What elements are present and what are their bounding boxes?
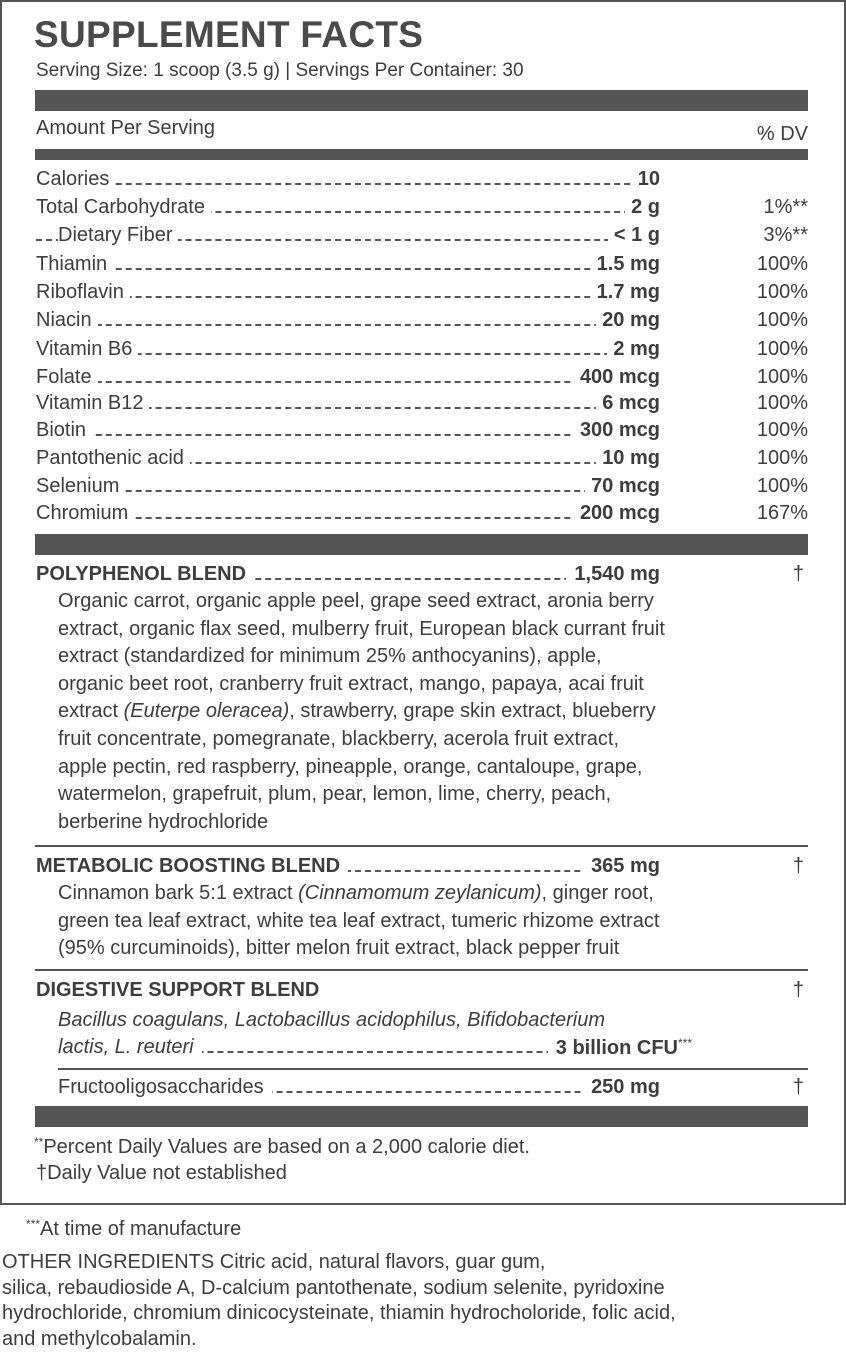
nutrient-amount: 6 mcg: [596, 392, 660, 415]
nutrient-amount: 2 mg: [607, 338, 660, 361]
nutrient-name: Calories: [36, 168, 115, 191]
divider-line: [58, 1068, 808, 1070]
ingredient-line: extract (standardized for minimum 25% anthocyanins), apple,: [58, 645, 602, 668]
divider-bar: [35, 90, 808, 111]
dagger-mark: †: [792, 1076, 804, 1098]
ingredient-line: apple pectin, red raspberry, pineapple, orange, cantaloupe, grape,: [58, 755, 643, 778]
digestive-ingredients-line: Bacillus coagulans, Lactobacillus acidophilus, Bifidobacterium: [58, 1009, 605, 1031]
dotted-leader: [36, 490, 660, 492]
dv-header-label: % DV: [756, 123, 808, 145]
nutrient-dv: 100%: [756, 366, 808, 388]
nutrient-row: [36, 224, 808, 251]
ingredient-text: Cinnamon bark 5:1 extract: [58, 882, 293, 904]
panel-title: SUPPLEMENT FACTS: [34, 14, 424, 55]
nutrient-dv: 100%: [756, 338, 808, 360]
nutrient-dv: 1%**: [763, 196, 808, 218]
nutrient-row: [36, 447, 808, 474]
nutrient-amount: 300 mcg: [574, 419, 660, 442]
nutrient-amount: 1.7 mg: [591, 281, 660, 304]
footnote-dv: [34, 1135, 530, 1159]
nutrient-name: Vitamin B6: [36, 338, 138, 361]
divider-bar: [35, 1106, 808, 1127]
nutrient-amount: 2 g: [625, 196, 660, 219]
serving-info: Serving Size: 1 scoop (3.5 g) | Servings Per Container: 30: [36, 60, 524, 81]
nutrient-row: [36, 419, 808, 446]
ingredient-line: watermelon, grapefruit, plum, pear, lemon, lime, cherry, peach,: [58, 783, 612, 806]
ingredient-line: fruit concentrate, pomegranate, blackberry, acerola fruit extract,: [58, 727, 620, 750]
ingredient-line: Organic carrot, organic apple peel, grape seed extract, aronia berry: [58, 590, 654, 612]
nutrient-dv: 100%: [756, 309, 808, 331]
footnote-mark: ***: [26, 1217, 41, 1231]
nutrient-dv: 3%**: [763, 224, 808, 246]
nutrient-dv: 100%: [756, 281, 808, 303]
ingredient-text: , ginger root,: [541, 882, 654, 904]
nutrient-amount: 200 mcg: [574, 502, 660, 525]
nutrient-name: Chromium: [36, 502, 134, 525]
other-ingredients-line: and methylcobalamin.: [2, 1327, 197, 1350]
ingredient-line: extract, organic flax seed, mulberry fruit, European black currant fruit: [58, 617, 665, 640]
ingredient-line: organic beet root, cranberry fruit extract, mango, papaya, acai fruit: [58, 672, 644, 695]
divider-line: [35, 845, 808, 847]
ingredient-line: green tea leaf extract, white tea leaf extract, tumeric rhizome extract: [58, 909, 660, 932]
digestive-strains: lactis, L. reuteri: [58, 1036, 202, 1059]
digestive-amount-row: [58, 1036, 692, 1063]
dotted-leader: [36, 434, 660, 436]
footnote-mark: ***: [677, 1036, 692, 1050]
nutrient-row: [36, 253, 808, 280]
blend-name: METABOLIC BOOSTING BLEND: [36, 855, 348, 878]
footnote-text: Percent Daily Values are based on a 2,000 calorie diet.: [43, 1136, 530, 1158]
amount-per-serving-label: Amount Per Serving: [36, 117, 215, 139]
footnote-mark: †: [36, 1162, 48, 1184]
nutrient-row: [36, 309, 808, 336]
metabolic-ingredients: [58, 880, 818, 963]
nutrient-dv: 100%: [756, 475, 808, 497]
blend-amount: 365 mg: [583, 855, 660, 878]
nutrient-dv: 100%: [756, 253, 808, 275]
dotted-leader: [36, 268, 660, 270]
ingredient-latin-name: (Euterpe oleracea): [123, 700, 290, 723]
nutrient-amount: 10 mg: [596, 447, 660, 470]
polyphenol-blend-row: [36, 563, 808, 590]
nutrient-amount: 400 mcg: [574, 366, 660, 389]
nutrient-amount: 20 mg: [596, 309, 660, 332]
ingredient-line: [58, 880, 818, 908]
nutrient-row: [36, 392, 808, 419]
other-ingredients: [2, 1250, 676, 1352]
nutrient-name: Dietary Fiber: [58, 224, 178, 247]
nutrient-name: Selenium: [36, 475, 125, 498]
nutrient-amount: 70 mcg: [585, 475, 660, 498]
footnote-text: Daily Value not established: [47, 1162, 287, 1184]
footnote-text: At time of manufacture: [40, 1218, 242, 1240]
nutrient-dv: 100%: [756, 392, 808, 414]
blend-name: DIGESTIVE SUPPORT BLEND: [36, 979, 327, 1002]
other-ingredients-line: hydrochloride, chromium dinicocysteinate, thiamin hydrocholoride, folic acid,: [2, 1302, 676, 1324]
other-ingredients-line: OTHER INGREDIENTS Citric acid, natural flavors, guar gum,: [2, 1251, 546, 1273]
nutrient-name: Riboflavin: [36, 281, 130, 304]
blend-name: POLYPHENOL BLEND: [36, 563, 254, 586]
footnote-dagger: [36, 1162, 287, 1185]
nutrient-name: Thiamin: [36, 253, 113, 276]
dotted-leader: [36, 324, 660, 326]
footnote-manufacture: [26, 1217, 241, 1241]
nutrient-amount: 1.5 mg: [591, 253, 660, 276]
divider-bar: [35, 534, 808, 555]
ingredient-line: (95% curcuminoids), bitter melon fruit extract, black pepper fruit: [58, 937, 620, 960]
cfu-amount: 3 billion CFU: [555, 1037, 678, 1059]
blend-amount: 1,540 mg: [566, 563, 660, 586]
nutrient-row: [36, 338, 808, 365]
nutrient-name: Folate: [36, 366, 98, 389]
nutrient-row: [36, 502, 808, 529]
digestive-blend-row: [36, 979, 808, 1006]
nutrient-amount: 10: [632, 168, 660, 191]
fos-amount: 250 mg: [583, 1076, 660, 1099]
dagger-mark: †: [792, 855, 804, 877]
nutrient-dv: 100%: [756, 419, 808, 441]
fos-name: Fructooligosaccharides: [58, 1076, 272, 1099]
nutrient-row: [36, 281, 808, 308]
ingredient-line: berberine hydrochloride: [58, 810, 269, 833]
polyphenol-ingredients: [58, 588, 818, 836]
nutrient-amount: < 1 g: [608, 224, 660, 247]
nutrient-name: Biotin: [36, 419, 92, 442]
ingredient-text: , strawberry, grape skin extract, blueberry: [289, 700, 656, 723]
dagger-mark: †: [792, 979, 804, 1001]
dotted-leader: [36, 183, 660, 185]
nutrient-row: [36, 366, 808, 393]
nutrient-dv: 100%: [756, 447, 808, 469]
divider-bar: [35, 149, 808, 160]
nutrient-name: Niacin: [36, 309, 98, 332]
nutrient-name: Total Carbohydrate: [36, 196, 211, 219]
dagger-mark: †: [792, 563, 804, 585]
nutrient-name: Vitamin B12: [36, 392, 149, 415]
other-ingredients-line: silica, rebaudioside A, D-calcium pantothenate, sodium selenite, pyridoxine: [2, 1276, 665, 1299]
nutrient-name: Pantothenic acid: [36, 447, 190, 470]
metabolic-blend-row: [36, 855, 808, 882]
nutrient-row: [36, 475, 808, 502]
ingredient-line: [58, 698, 818, 726]
nutrient-row: [36, 168, 808, 195]
dotted-leader: [36, 381, 660, 383]
divider-line: [35, 969, 808, 971]
ingredient-latin-name: (Cinnamomum zeylanicum): [298, 882, 542, 904]
ingredient-text: extract: [58, 700, 119, 723]
footnote-mark: **: [34, 1135, 44, 1149]
fos-row: [58, 1076, 808, 1103]
nutrient-row: [36, 196, 808, 223]
nutrient-dv: 167%: [756, 502, 808, 524]
